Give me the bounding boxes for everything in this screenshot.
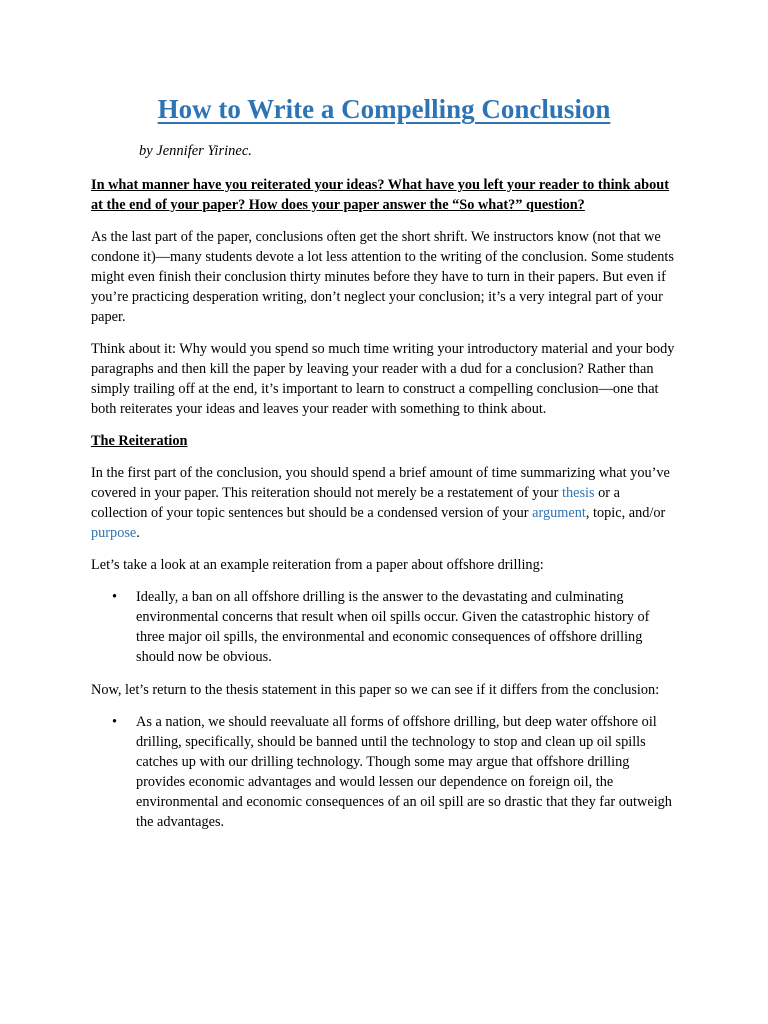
lead-question: In what manner have you reiterated your ideas? What have you left your reader to think about at the end of your paper? How does your paper answer the “So what?” question? [91,177,669,213]
reiteration-text-part3: , topic, and/or [585,505,666,521]
paragraph-think-about-it: Think about it: Why would you spend so much time writing your introductory material and your body paragraphs and then kill the paper by leaving your reader with a dud for a conclusion? Rather than simply trailing off at the end, it’s important to learn to construct a compelling conclusion—one that both reiterates your ideas and leaves your reader with something to think about. [91,341,675,417]
example-reiteration-list [91,587,677,667]
section-heading-reiteration: The Reiteration [91,433,188,449]
thesis-statement-list [91,712,677,832]
thesis-link[interactable]: thesis [562,485,595,501]
reiteration-text-part1: In the first part of the conclusion, you should spend a brief amount of time summarizing what you’ve covered in your paper. This reiteration should not merely be a restatement of your [91,465,670,501]
byline: by Jennifer Yirinec. [139,143,252,159]
list-item: • Ideally, a ban on all offshore drilling is the answer to the devastating and culminating environmental concerns that result when oil spills occur. Given the catastrophic history of three major oil spills, the environmental and economic consequences of offshore drilling should now be obvious. [136,587,677,667]
paragraph-short-shrift: As the last part of the paper, conclusions often get the short shrift. We instructors know (not that we condone it)—many students devote a lot less attention to the writing of the conclusion. Some students might even finish their conclusion thirty minutes before they have to turn in their papers. But even if you’re practicing desperation writing, don’t neglect your conclusion; it’s a very integral part of your paper. [91,229,674,325]
paragraph-thesis-intro: Now, let’s return to the thesis statement in this paper so we can see if it differs from the conclusion: [91,682,660,698]
list-item: • As a nation, we should reevaluate all forms of offshore drilling, but deep water offshore oil drilling, specifically, should be banned until the technology to stop and clean up oil spills catches up with our drilling technology. Though some may argue that offshore drilling provides economic advantages and would lessen our dependence on foreign oil, the environmental and economic consequences of an oil spill are so drastic that they far outweigh the advantages. [136,712,677,832]
paragraph-reiteration [91,463,677,543]
reiteration-text-part2: or a collection of your topic sentences but should be a condensed version of your [91,485,620,521]
argument-link[interactable]: argument [532,505,586,521]
purpose-link[interactable]: purpose [91,525,137,541]
reiteration-text-part4: . [136,525,140,541]
article-body [91,175,677,845]
page-title: How to Write a Compelling Conclusion [157,94,611,124]
paragraph-example-intro: Let’s take a look at an example reiteration from a paper about offshore drilling: [91,557,544,573]
